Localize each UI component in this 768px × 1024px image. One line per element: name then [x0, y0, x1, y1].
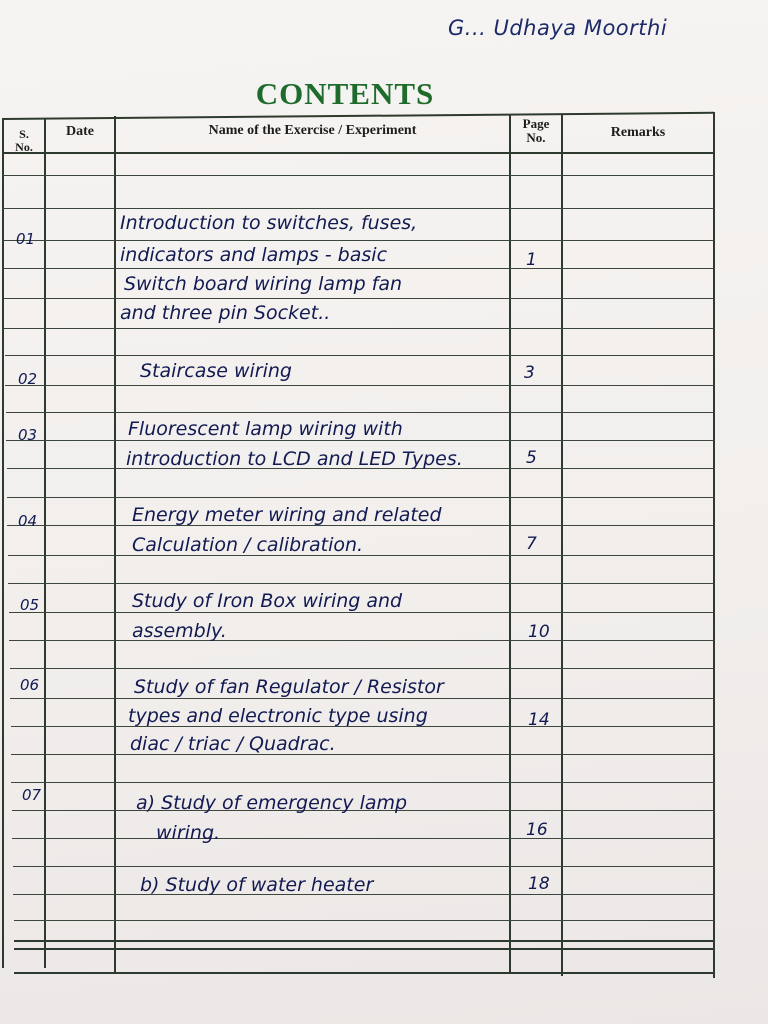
- row-5-sno: 05: [20, 596, 40, 614]
- ruled-line: [12, 838, 714, 839]
- row-3-line-2: introduction to LCD and LED Types.: [126, 448, 463, 470]
- ruled-line: [5, 355, 714, 356]
- ruled-line: [8, 583, 714, 584]
- ruled-line: [11, 782, 714, 783]
- row-1-line-2: indicators and lamps - basic: [120, 244, 388, 266]
- header-sno: [4, 128, 44, 153]
- row-1-sno: 01: [16, 230, 36, 248]
- row-3-page: 5: [526, 448, 537, 468]
- row-6-line-3: diac / triac / Quadrac.: [130, 733, 336, 755]
- col-divider-remarks: [561, 114, 563, 976]
- header-page-line-2: No.: [526, 129, 546, 145]
- row-5-line-2: assembly.: [132, 620, 227, 642]
- ruled-line: [2, 208, 714, 209]
- ruled-line: [3, 240, 714, 241]
- ruled-line: [6, 440, 714, 441]
- row-1-line-1: Introduction to switches, fuses,: [120, 212, 418, 234]
- col-divider-page: [509, 114, 511, 974]
- col-divider-name: [114, 116, 116, 972]
- row-7-line-1: a) Study of emergency lamp: [136, 792, 408, 814]
- ruled-line: [13, 866, 714, 867]
- ruled-line: [6, 412, 714, 413]
- row-3-line-1: Fluorescent lamp wiring with: [128, 418, 403, 440]
- header-date: Date: [66, 124, 94, 139]
- row-8-page: 18: [528, 874, 550, 894]
- ruled-line: [9, 640, 714, 641]
- ruled-line: [9, 612, 714, 613]
- ruled-line: [2, 175, 714, 176]
- table-left-border: [2, 118, 4, 968]
- ruled-line: [4, 328, 714, 329]
- page-title: CONTENTS: [255, 76, 435, 111]
- row-2-sno: 02: [18, 370, 38, 388]
- row-2-line-1: Staircase wiring: [140, 360, 292, 382]
- ruled-line: [10, 698, 714, 699]
- header-page-line-1: Page: [522, 116, 550, 131]
- table-bottom-border: [14, 972, 714, 974]
- row-2-page: 3: [524, 363, 535, 383]
- row-6-sno: 06: [20, 676, 40, 694]
- row-5-line-1: Study of Iron Box wiring and: [132, 590, 403, 612]
- table-right-border: [713, 112, 715, 978]
- header-sno-line-2: No.: [15, 139, 33, 154]
- header-page: [511, 117, 561, 144]
- ruled-line: [7, 497, 714, 498]
- ruled-line: [10, 668, 714, 669]
- header-sno-line-1: S.: [19, 127, 29, 141]
- row-7-page: 16: [526, 820, 548, 840]
- row-1-page: 1: [526, 250, 537, 270]
- row-7-sno: 07: [22, 786, 42, 804]
- row-6-page: 14: [528, 710, 550, 730]
- table-top-border: [2, 112, 714, 120]
- ruled-line: [4, 298, 714, 299]
- row-5-page: 10: [528, 622, 550, 642]
- row-4-sno: 04: [18, 512, 38, 530]
- header-bottom-line: [2, 152, 714, 154]
- bottom-double-line-1: [14, 940, 714, 942]
- row-6-line-2: types and electronic type using: [128, 705, 428, 727]
- row-4-line-2: Calculation / calibration.: [132, 534, 364, 556]
- row-4-page: 7: [526, 534, 537, 554]
- ruled-line: [5, 385, 714, 386]
- ruled-line: [3, 268, 714, 269]
- row-1-line-4: and three pin Socket..: [120, 302, 331, 324]
- row-7-line-3: b) Study of water heater: [140, 874, 374, 896]
- header-remarks: Remarks: [610, 125, 666, 140]
- row-7-line-2: wiring.: [156, 822, 221, 844]
- row-4-line-1: Energy meter wiring and related: [132, 504, 442, 526]
- ruled-line: [11, 754, 714, 755]
- row-6-line-1: Study of fan Regulator / Resistor: [134, 676, 444, 698]
- owner-name: G... Udhaya Moorthi: [448, 16, 668, 40]
- bottom-double-line-2: [14, 948, 714, 950]
- row-3-sno: 03: [18, 426, 38, 444]
- header-name: Name of the Exercise / Experiment: [208, 123, 417, 138]
- row-1-line-3: Switch board wiring lamp fan: [124, 273, 403, 295]
- col-divider-date: [44, 118, 46, 968]
- ruled-line: [14, 920, 714, 921]
